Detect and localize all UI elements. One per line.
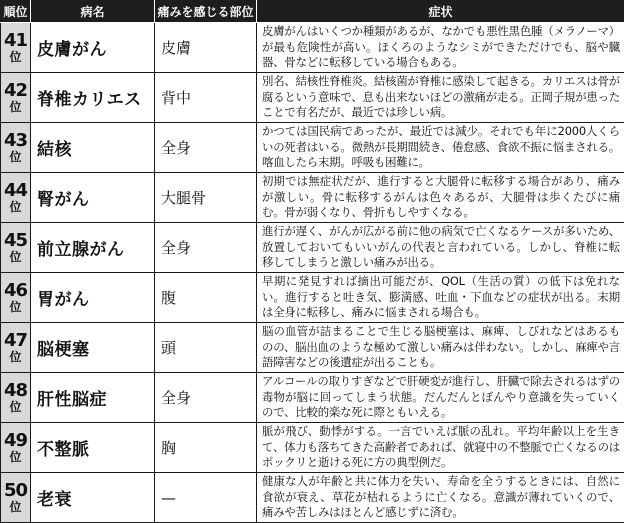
rank-suffix: 位	[9, 300, 22, 314]
rank-cell	[1, 73, 31, 123]
table-row	[1, 173, 624, 223]
rank-cell	[1, 473, 31, 523]
rank-number: 50	[3, 480, 28, 501]
table-row	[1, 23, 624, 73]
symptom-text: 早期に発見すれば摘出可能だが、QOL（生活の質）の低下は免れない。進行すると吐き気、膨満感、吐血・下血などの症状が出る。末期は全身に転移し、痛みに悩まされる場合も。	[257, 273, 624, 323]
rank-cell	[1, 323, 31, 373]
rank-number: 45	[3, 230, 28, 251]
pain-part: 全身	[155, 123, 257, 173]
pain-part: 皮膚	[155, 23, 257, 73]
table-row	[1, 323, 624, 373]
disease-name: 胃がん	[31, 273, 155, 323]
rank-cell	[1, 123, 31, 173]
rank-suffix: 位	[9, 250, 22, 264]
rank-cell	[1, 23, 31, 73]
disease-name: 脊椎カリエス	[31, 73, 155, 123]
pain-part: 頭	[155, 323, 257, 373]
pain-part: 全身	[155, 373, 257, 423]
table-header-row	[1, 1, 624, 23]
rank-cell	[1, 223, 31, 273]
rank-cell	[1, 423, 31, 473]
rank-number: 46	[3, 280, 28, 301]
disease-name: 結核	[31, 123, 155, 173]
symptom-text: 初期では無症状だが、進行すると大腿骨に転移する場合があり、痛みが激しい。骨に転移するがんは色々あるが、大腿骨は歩くたびに痛む。骨が弱くなり、骨折もしやすくなる。	[257, 173, 624, 223]
header-rank: 順位	[1, 1, 31, 23]
header-symptom: 症状	[257, 1, 624, 23]
rank-number: 47	[3, 330, 28, 351]
disease-name: 肝性脳症	[31, 373, 155, 423]
pain-part: 腹	[155, 273, 257, 323]
rank-suffix: 位	[9, 400, 22, 414]
rank-number: 48	[3, 380, 28, 401]
table-row	[1, 473, 624, 523]
symptom-text: 健康な人が年齢と共に体力を失い、寿命を全うするときには、自然に食欲が衰え、草花が枯れるように亡くなる。意識が薄れていくので、痛みや苦しみはほとんど感じずに済む。	[257, 473, 624, 523]
rank-cell	[1, 273, 31, 323]
pain-part: 背中	[155, 73, 257, 123]
table-row	[1, 223, 624, 273]
rank-number: 42	[3, 80, 28, 101]
table-row	[1, 373, 624, 423]
rank-suffix: 位	[9, 150, 22, 164]
symptom-text: 脳の血管が詰まることで生じる脳梗塞は、麻痺、しびれなどはあるものの、脳出血のような極めて激しい痛みは伴わない。しかし、麻痺や言語障害などの後遺症が出ることも。	[257, 323, 624, 373]
rank-number: 43	[3, 130, 28, 151]
table-row	[1, 273, 624, 323]
rank-number: 41	[3, 30, 28, 51]
symptom-text: 脈が飛び、動悸がする。一言でいえば脈の乱れ。平均年齢以上を生きて、体力も落ちてきた高齢者であれば、就寝中の不整脈で亡くなるのはポックリと逝ける死に方の典型例だ。	[257, 423, 624, 473]
disease-name: 皮膚がん	[31, 23, 155, 73]
rank-suffix: 位	[9, 50, 22, 64]
rank-cell	[1, 373, 31, 423]
disease-name: 腎がん	[31, 173, 155, 223]
symptom-text: 別名、結核性脊椎炎。結核菌が脊椎に感染して起きる。カリエスは骨が腐るという意味で、息も出来ないほどの激痛が走る。正岡子規が患ったことで有名だが、最近では珍しい病。	[257, 73, 624, 123]
symptom-text: アルコールの取りすぎなどで肝硬変が進行し、肝臓で除去されるはずの毒物が脳に回ってしまう状態。だんだんとぼんやり意識を失っていくので、比較的楽な死に際ともいえる。	[257, 373, 624, 423]
table-row	[1, 123, 624, 173]
disease-name: 老衰	[31, 473, 155, 523]
rank-suffix: 位	[9, 350, 22, 364]
pain-part: 胸	[155, 423, 257, 473]
symptom-text: 進行が遅く、がんが広がる前に他の病気で亡くなるケースが多いため、放置しておいてもいいがんの代表と言われている。しかし、脊椎に転移してしまうと激しい痛みが出る。	[257, 223, 624, 273]
rank-number: 49	[3, 430, 28, 451]
disease-name: 前立腺がん	[31, 223, 155, 273]
table-row	[1, 423, 624, 473]
pain-part: 大腿骨	[155, 173, 257, 223]
rank-number: 44	[3, 180, 28, 201]
symptom-text: かつては国民病であったが、最近では減少。それでも年に2000人くらいの死者はいる。微熱が長期間続き、倦怠感、食欲不振に悩まされる。喀血したら末期。呼吸も困難に。	[257, 123, 624, 173]
rank-suffix: 位	[9, 100, 22, 114]
pain-part: —	[155, 473, 257, 523]
symptom-text: 皮膚がんはいくつか種類があるが、なかでも悪性黒色腫（メラノーマ）が最も危険性が高い。ほくろのようなシミができただけでも、脳や臓器、骨などに転移している場合もある。	[257, 23, 624, 73]
header-disease: 病名	[31, 1, 155, 23]
disease-name: 不整脈	[31, 423, 155, 473]
disease-name: 脳梗塞	[31, 323, 155, 373]
rank-suffix: 位	[9, 200, 22, 214]
header-part: 痛みを感じる部位	[155, 1, 257, 23]
rank-suffix: 位	[9, 500, 22, 514]
rank-suffix: 位	[9, 450, 22, 464]
rank-cell	[1, 173, 31, 223]
table-row	[1, 73, 624, 123]
pain-part: 全身	[155, 223, 257, 273]
